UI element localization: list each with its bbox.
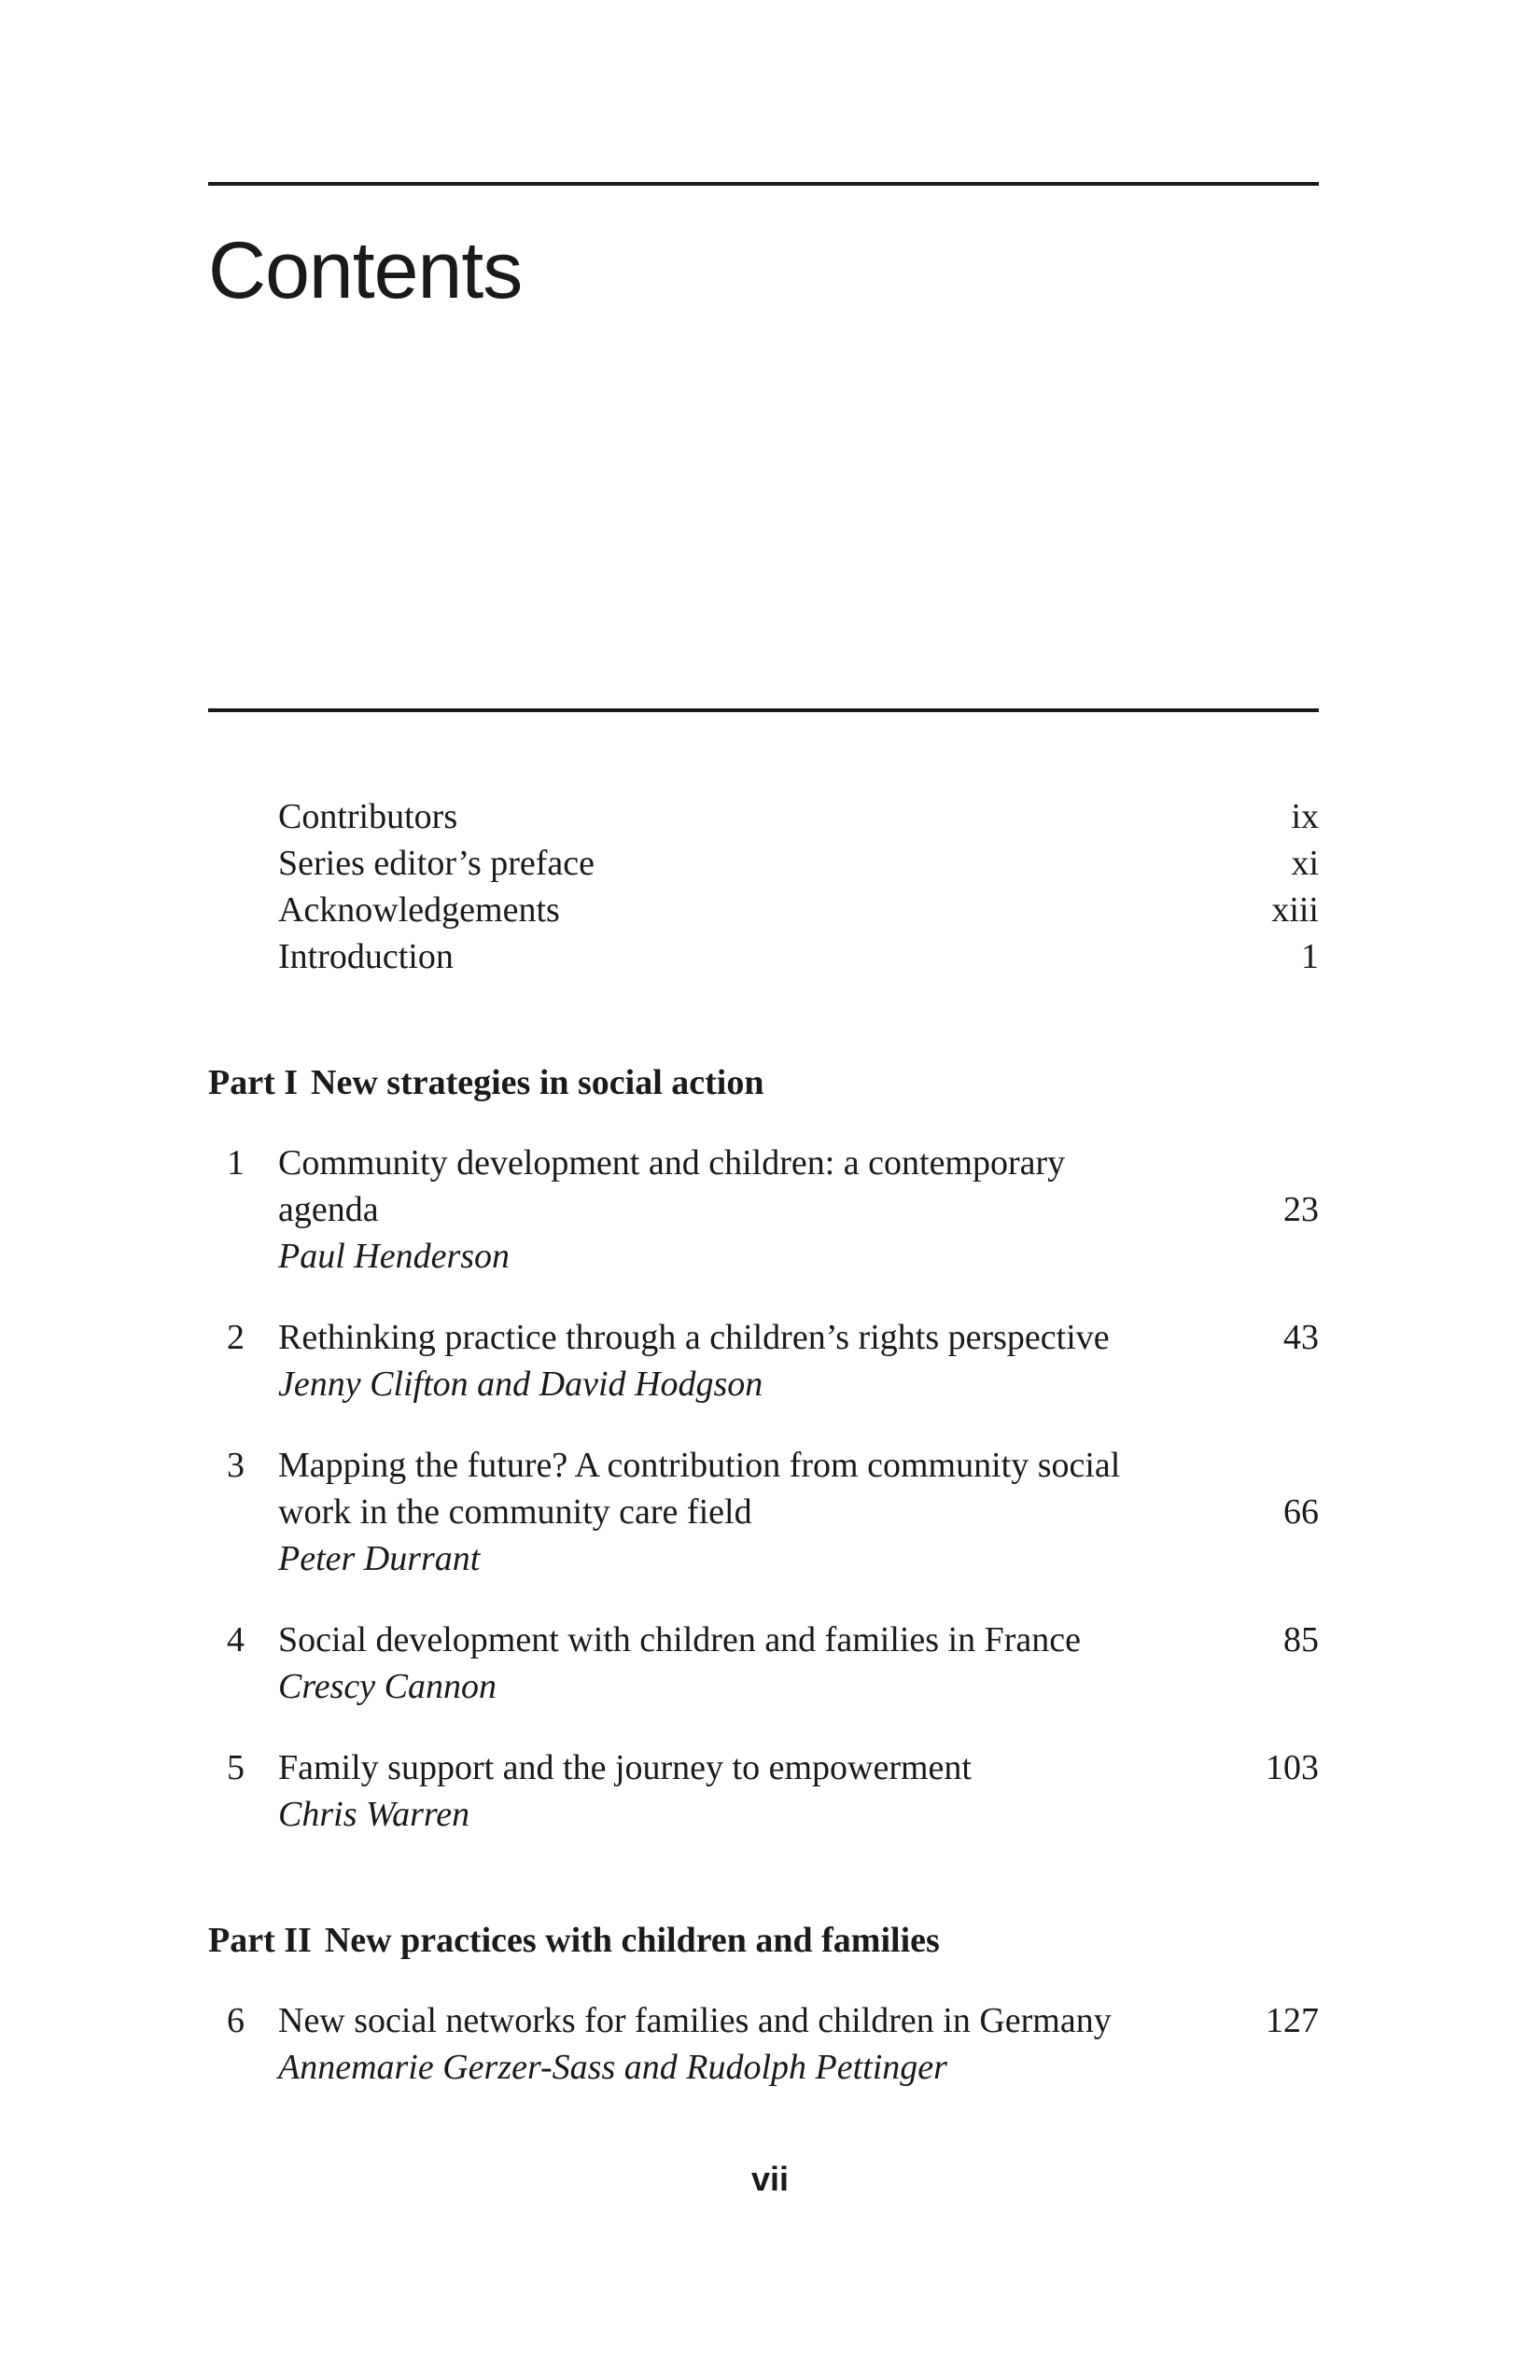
page-folio: vii — [750, 2160, 790, 2198]
chapter-page: 43 — [1283, 1318, 1319, 1357]
toc-entry-series-editors-preface[interactable] — [208, 840, 1319, 887]
toc-entry-acknowledgements[interactable] — [208, 887, 1319, 933]
chapter-author: Jenny Clifton and David Hodgson — [278, 1365, 763, 1404]
toc-entry-page: xi — [1291, 844, 1319, 883]
chapter-title-text: Social development with children and families in France — [278, 1620, 1082, 1659]
toc-entry-label: Contributors — [278, 797, 458, 836]
chapter-entry-2[interactable] — [208, 1314, 1319, 1407]
chapter-page: 66 — [1283, 1492, 1319, 1532]
top-rule — [208, 182, 1319, 186]
chapter-title-line — [278, 1489, 1319, 1535]
chapter-page: 127 — [1266, 2001, 1319, 2040]
chapter-title-text: New social networks for families and children in Germany — [278, 2001, 1112, 2040]
chapter-number: 2 — [227, 1318, 245, 1357]
toc-entry-introduction[interactable] — [208, 933, 1319, 980]
chapter-entry-5[interactable] — [208, 1744, 1319, 1838]
chapter-number: 5 — [227, 1748, 245, 1787]
chapter-entry-3[interactable] — [208, 1442, 1319, 1582]
chapter-title-line — [278, 1617, 1319, 1663]
part-number: Part I — [208, 1063, 299, 1102]
chapter-title-line: Mapping the future? A contribution from community social — [278, 1446, 1121, 1485]
chapter-page: 23 — [1283, 1190, 1319, 1229]
chapter-author: Peter Durrant — [278, 1539, 481, 1578]
chapter-author: Annemarie Gerzer-Sass and Rudolph Pettinger — [278, 2048, 947, 2087]
chapter-author: Chris Warren — [278, 1795, 470, 1834]
toc-entry-label: Introduction — [278, 937, 454, 976]
chapter-title-line — [278, 1314, 1319, 1361]
chapter-title-line — [278, 1186, 1319, 1233]
chapter-number: 1 — [227, 1143, 245, 1183]
part-heading-2 — [208, 1917, 1319, 1964]
chapter-number: 3 — [227, 1446, 245, 1485]
chapter-page: 103 — [1266, 1748, 1319, 1787]
toc-entry-label: Acknowledgements — [278, 890, 560, 930]
part-title: New strategies in social action — [311, 1063, 764, 1102]
chapter-author: Crescy Cannon — [278, 1667, 497, 1706]
chapter-author: Paul Henderson — [278, 1237, 511, 1276]
divider-rule — [208, 708, 1319, 712]
chapter-title-line: Community development and children: a contemporary — [278, 1143, 1066, 1183]
chapter-title-text: work in the community care field — [278, 1492, 752, 1532]
chapter-page: 85 — [1283, 1620, 1319, 1659]
toc-entry-page: ix — [1291, 797, 1319, 836]
chapter-title-text: Rethinking practice through a children’s rights perspective — [278, 1318, 1110, 1357]
chapter-title-text: agenda — [278, 1190, 379, 1229]
part-title: New practices with children and families — [324, 1921, 940, 1960]
chapter-number: 6 — [227, 2001, 245, 2040]
chapter-entry-6[interactable] — [208, 1997, 1319, 2091]
part-number: Part II — [208, 1921, 312, 1960]
toc-entry-page: 1 — [1301, 937, 1319, 976]
toc-entry-page: xiii — [1271, 890, 1319, 930]
page-title: Contents — [208, 226, 523, 315]
chapter-title-line — [278, 1997, 1319, 2044]
chapter-title-text: Family support and the journey to empowerment — [278, 1748, 972, 1787]
chapter-title-line — [278, 1744, 1319, 1791]
chapter-entry-1[interactable] — [208, 1140, 1319, 1280]
part-heading-1 — [208, 1059, 1319, 1106]
chapter-number: 4 — [227, 1620, 245, 1659]
toc-entry-contributors[interactable] — [208, 793, 1319, 840]
toc-entry-label: Series editor’s preface — [278, 844, 595, 883]
table-of-contents — [208, 793, 1319, 2125]
chapter-entry-4[interactable] — [208, 1617, 1319, 1710]
